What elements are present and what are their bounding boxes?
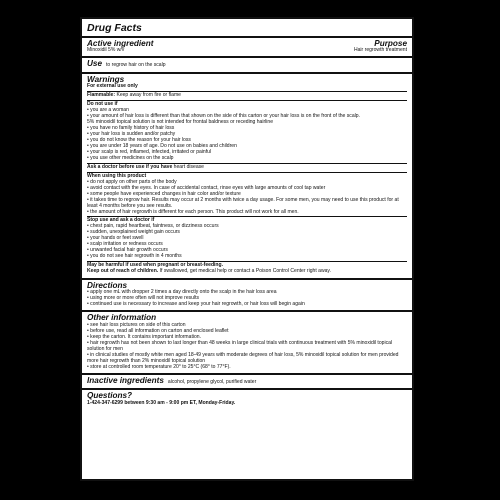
list-item: • see hair loss pictures on side of this carton: [87, 321, 186, 328]
other-information-section: [87, 312, 407, 371]
active-ingredient-heading: Active ingredient: [87, 38, 154, 48]
questions-heading: Questions?: [87, 391, 133, 401]
list-item: • your hair loss is sudden and/or patchy: [87, 131, 176, 138]
drug-facts-title: Drug Facts: [87, 22, 142, 34]
use-heading: Use: [87, 59, 103, 69]
list-item: • continued use is necessary to increase and keep your hair regrowth, or hair loss will begin again: [87, 300, 305, 307]
when-using-heading: When using this product: [87, 172, 147, 179]
warnings-heading: Warnings: [87, 74, 125, 84]
keep-out-label: Keep out of reach of children.: [87, 268, 159, 275]
list-item: • it takes time to regrow hair. Results may occur at 2 months with twice a day usage. For some men, you may need to use this product for at least 4 months before you see results.: [87, 196, 399, 209]
flammable-line: [87, 93, 407, 99]
list-item: 5% minoxidil topical solution is not intended for frontal baldness or receding hairline: [87, 119, 274, 126]
pregnancy-warning: May be harmful if used when pregnant or breast-feeding.: [87, 262, 224, 269]
list-item: • do not apply on other parts of the body: [87, 178, 177, 185]
inactive-ingredients-text: alcohol, propylene glycol, purified water: [167, 379, 257, 386]
list-item: • using more or more often will not improve results: [87, 295, 200, 301]
list-item: • scalp irritation or redness occurs: [87, 241, 163, 248]
list-item: • you are a woman: [87, 107, 129, 114]
drug-facts-panel: [80, 17, 414, 481]
flammable-label: Flammable:: [87, 92, 116, 99]
use-text: to regrow hair on the scalp: [106, 62, 166, 69]
keep-out-line: [87, 269, 407, 275]
use-section: [87, 58, 407, 70]
ask-doctor-text: heart disease: [172, 163, 204, 170]
inactive-ingredients-section: [87, 375, 407, 387]
list-item: • the amount of hair regrowth is different for each person. This product will not work for all men.: [87, 208, 299, 215]
list-item: • before use, read all information on carton and enclosed leaflet: [87, 327, 229, 334]
list-item: • you are under 18 years of age. Do not use on babies and children: [87, 142, 237, 149]
other-information-heading: Other information: [87, 313, 157, 323]
directions-heading: Directions: [87, 280, 128, 290]
list-item: • your scalp is red, inflamed, infected, irritated or painful: [87, 148, 212, 155]
external-use-text: For external use only: [87, 83, 138, 90]
warnings-section: [87, 74, 407, 276]
list-item: • you do not see hair regrowth in 4 months: [87, 253, 182, 260]
stop-use-heading: Stop use and ask a doctor if: [87, 217, 155, 224]
list-item: • your amount of hair loss is different than that shown on the side of this carton or your hair loss is on the front of the scalp.: [87, 113, 360, 120]
inactive-ingredients-heading: Inactive ingredients: [87, 376, 164, 386]
list-item: • avoid contact with the eyes. In case of accidental contact, rinse eyes with large amounts of cool tap water: [87, 184, 326, 191]
active-ingredient-text: Minoxidil 5% w/v: [87, 47, 125, 53]
keep-out-text: If swallowed, get medical help or contact a Poison Control Center right away.: [158, 268, 331, 275]
list-item: • your hands or feet swell: [87, 235, 144, 242]
list-item: • sudden, unexplained weight gain occurs: [87, 229, 180, 236]
directions-section: [87, 280, 407, 309]
list-item: • you have no family history of hair loss: [87, 125, 175, 132]
do-not-use-heading: Do not use if: [87, 101, 118, 108]
purpose-heading: Purpose: [374, 38, 407, 48]
questions-section: [87, 390, 407, 407]
list-item: • apply one mL with dropper 2 times a day directly onto the scalp in the hair loss area: [87, 289, 277, 296]
list-item: • hair regrowth has not been shown to last longer than 48 weeks in large clinical trials with continuous treatment with 5% minoxidil topical solution for men: [87, 339, 393, 352]
list-item: • you use other medicines on the scalp: [87, 154, 174, 161]
questions-phone-text: 1-424-347-6299 between 9:30 am - 9:00 pm ET, Monday-Friday.: [87, 399, 236, 406]
list-item: • keep the carton. It contains important information.: [87, 333, 201, 340]
active-ingredient-section: [87, 38, 407, 55]
list-item: • in clinical studies of mostly white men aged 18-49 years with moderate degrees of hair loss, 5% minoxidil topical solution for men provided more hair regrowth than 2% minoxidil topical solution: [87, 351, 399, 364]
list-item: • store at controlled room temperature 20° to 25°C (68° to 77°F).: [87, 363, 231, 370]
flammable-text: Keep away from fire or flame: [115, 92, 181, 99]
list-item: • some people have experienced changes in hair color and/or texture: [87, 190, 241, 197]
list-item: • unwanted facial hair growth occurs: [87, 247, 168, 254]
divider: [87, 100, 407, 101]
ask-doctor-label: Ask a doctor before use if you have: [87, 163, 173, 170]
ask-doctor-line: [87, 165, 407, 171]
list-item: • you do not know the reason for your hair loss: [87, 137, 191, 144]
list-item: • chest pain, rapid heartbeat, faintness, or dizziness occurs: [87, 223, 219, 230]
purpose-text: Hair regrowth treatment: [353, 47, 407, 53]
